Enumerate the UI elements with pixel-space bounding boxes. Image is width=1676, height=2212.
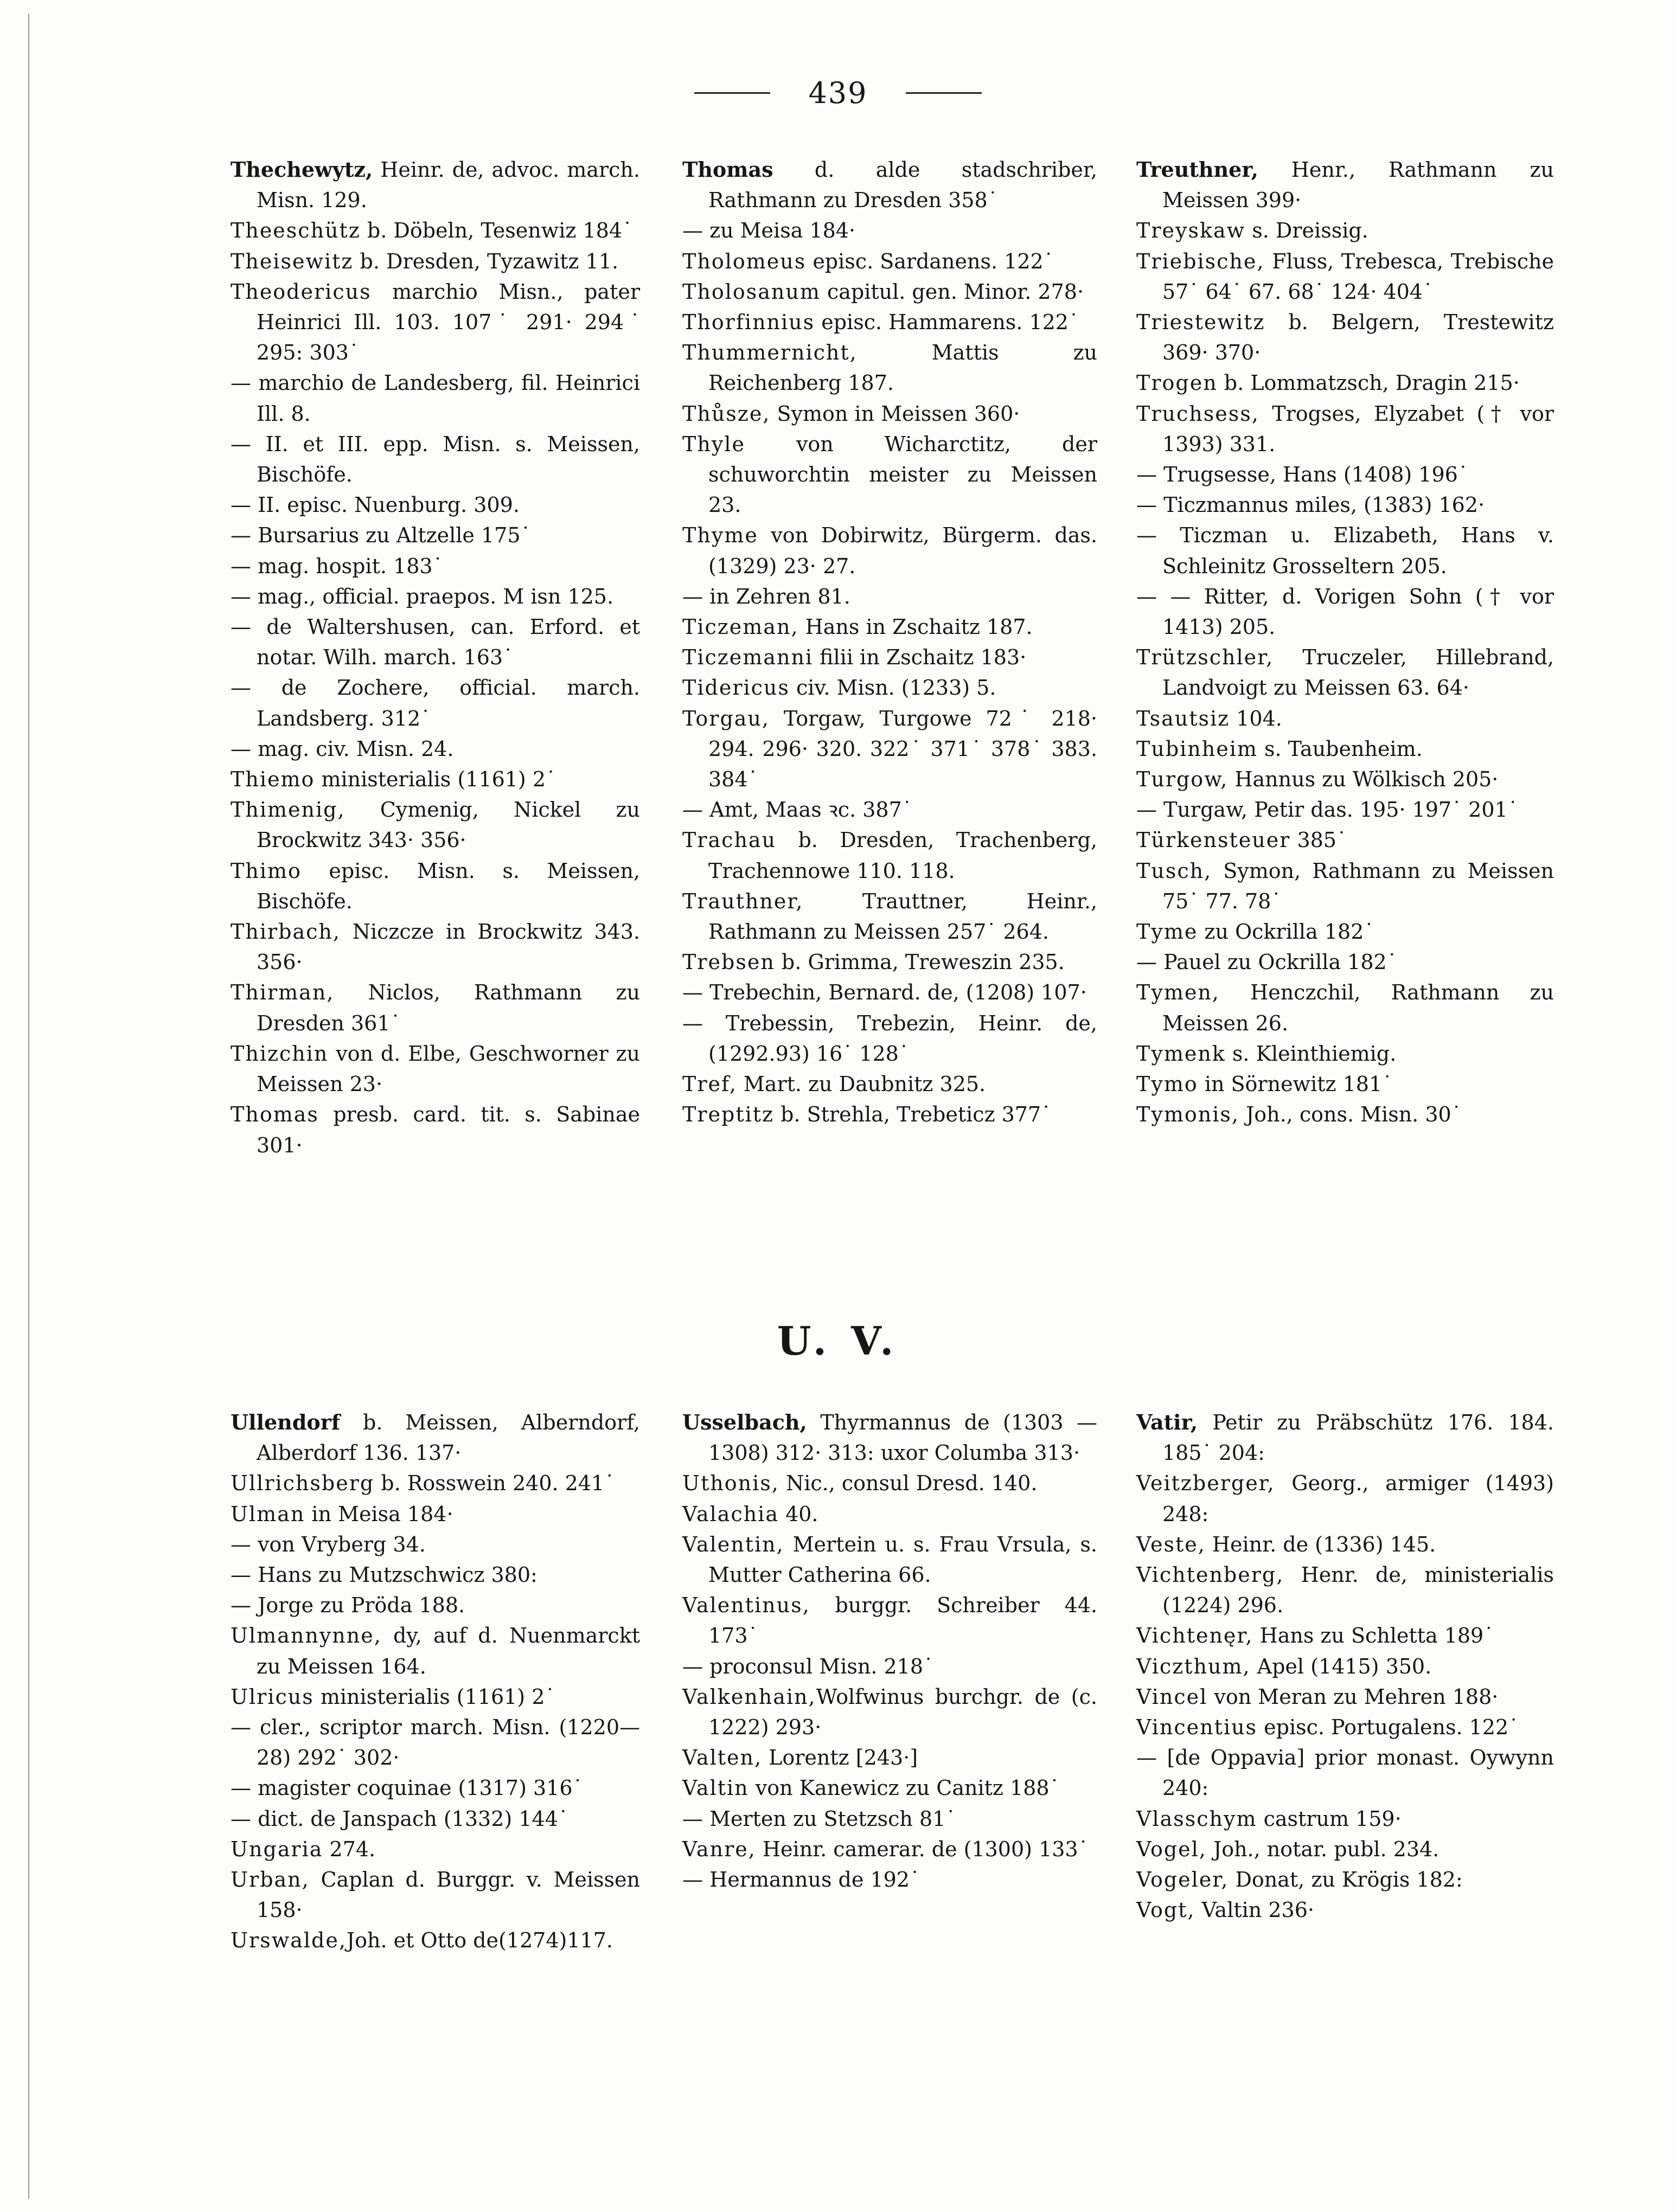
entry-text: Donat, zu Krögis 182: [1229,1868,1463,1892]
entry-headword: Thyle [682,432,745,456]
index-entry [1136,1682,1554,1712]
index-entry [682,1804,1097,1834]
index-entry [231,856,640,916]
entry-text: b. Döbeln, Tesenwiz 184˙ [360,219,632,243]
entry-headword: Thomas [231,1102,319,1127]
entry-headword: Treptitz [682,1102,775,1127]
entry-text: Cymenig, Nickel zu Brockwitz 343· 356· [257,798,640,852]
index-entry [682,307,1097,337]
entry-headword: Valentin, [682,1532,784,1556]
entry-headword: Viczthum, [1136,1654,1251,1678]
entry-text: Truczeler, Hillebrand, Landvoigt zu Meissen 63. 64· [1162,645,1554,700]
entry-text: Joh., notar. publ. 234. [1206,1837,1440,1861]
scan-margin-line [28,14,29,2199]
entry-headword: Ulmannynne, [231,1624,382,1648]
entry-text: — mag. hospit. 183˙ [231,554,443,578]
entry-text: — Ticzman u. Elizabeth, Hans v. Schleinitz Grosseltern 205. [1136,523,1554,578]
entry-headword: Tymonis, [1136,1102,1239,1127]
entry-headword: Treuthner, [1136,157,1258,182]
entry-headword: Valkenhain, [682,1684,816,1709]
index-entry [231,1038,640,1099]
entry-headword: Vanre, [682,1837,756,1861]
entry-headword: Ungaria [231,1837,323,1861]
entry-headword: Trauthner, [682,889,804,913]
index-entry [682,1099,1097,1130]
entry-text: Caplan d. Burggr. v. Meissen 158· [257,1868,640,1922]
entry-text: b. Strehla, Trebeticz 377˙ [774,1102,1052,1127]
entry-text: — II. et III. epp. Misn. s. Meissen, Bischöfe. [231,432,640,487]
entry-headword: Tidericus [682,676,790,700]
entry-text: — Hermannus de 192˙ [682,1868,920,1892]
entry-text: burggr. Schreiber 44. 173˙ [708,1593,1097,1648]
entry-text: 104. [1230,706,1282,730]
entry-text: Petir zu Präbschütz 176. 184. 185˙ 204: [1162,1410,1554,1465]
entry-headword: Turgow, [1136,767,1229,792]
entry-text: — Turgaw, Petir das. 195· 197˙ 201˙ [1136,798,1518,822]
entry-headword: Valentinus, [682,1593,810,1618]
entry-text: Henr., Rathmann zu Meissen 399· [1162,158,1554,213]
column-1 [231,155,640,1161]
index-entry [682,947,1097,977]
column-1 [231,1407,640,1956]
entry-headword: Vogeler, [1136,1868,1229,1892]
index-entry [682,246,1097,277]
entry-text: b. Dresden, Tyzawitz 11. [353,249,619,273]
entry-headword: Thechewytz, [231,157,373,182]
index-entry [682,1069,1097,1099]
index-entry [1136,1620,1554,1651]
entry-text: von Kanewicz zu Canitz 188˙ [749,1776,1060,1800]
index-entry [1136,977,1554,1038]
index-entry [231,1864,640,1925]
entry-text: von Meran zu Mehren 188· [1207,1684,1499,1709]
entry-headword: Thyme [682,523,758,548]
entry-text: b. Meissen, Alberndorf, Alberdorf 136. 137· [257,1410,640,1465]
entry-headword: Thummernicht, [682,341,858,365]
entry-headword: Thimenig, [231,798,346,822]
header-rule-right [906,92,982,94]
entry-text: Heinr. de (1336) 145. [1205,1532,1436,1556]
entry-headword: Ulricus [231,1684,314,1709]
index-entry [682,429,1097,521]
column-3 [1136,1407,1554,1925]
entry-text: Heinr. camerar. de (1300) 133˙ [756,1837,1089,1861]
entry-text: — Hans zu Mutzschwicz 380: [231,1563,538,1587]
entry-text: presb. card. tit. s. Sabinae 301· [257,1102,640,1157]
index-entry [231,794,640,855]
entry-headword: Tholomeus [682,249,807,273]
entry-headword: Vogel, [1136,1837,1207,1861]
entry-text: — de Zochere, official. march. Landsberg. 312˙ [231,676,640,730]
entry-headword: Thirbach, [231,920,341,944]
entry-headword: Ullrichsberg [231,1471,375,1496]
entry-text: s. Dreissig. [1245,219,1368,243]
index-entry [231,215,640,246]
index-entry [1136,1742,1554,1803]
entry-headword: Veitzberger, [1136,1471,1275,1496]
entry-headword: Tyme [1136,920,1198,944]
index-entry [1136,1529,1554,1560]
entry-headword: Vichtenberg, [1136,1563,1284,1587]
index-entry [1136,1099,1554,1130]
index-entry [682,612,1097,642]
entry-headword: Tref, [682,1072,737,1097]
index-entry [1136,916,1554,947]
entry-text: Apel (1415) 350. [1250,1654,1432,1678]
index-entry [231,1529,640,1560]
entry-text: — II. episc. Nuenburg. 309. [231,493,520,517]
entry-text: — Trebessin, Trebezin, Heinr. de, (1292.93) 16˙ 128˙ [682,1011,1097,1066]
index-entry [231,520,640,550]
entry-text: episc. Hammarens. 122˙ [815,310,1079,335]
entry-text: civ. Misn. (1233) 5. [789,676,996,700]
entry-text: Torgaw, Turgowe 72˙ 218· 294. 296· 320. 322˙ 371˙ 378˙ 383. 384˙ [708,706,1097,792]
index-entry [231,1099,640,1160]
entry-text: b. Dresden, Trachenberg, Trachennowe 110. 118. [708,828,1097,883]
entry-text: d. alde stadschriber, Rathmann zu Dresden 358˙ [708,158,1097,213]
entry-headword: Trachau [682,828,777,852]
index-entry [231,277,640,368]
entry-text: Valtin 236· [1195,1898,1314,1922]
index-entry [1136,703,1554,734]
entry-text: Trauttner, Heinr., Rathmann zu Meissen 257˙ 264. [708,889,1097,944]
index-entry [231,1560,640,1590]
entry-text: Henczchil, Rathmann zu Meissen 26. [1162,980,1554,1035]
entry-text: Wolfwinus burchgr. de (c. 1222) 293· [708,1684,1097,1740]
index-entry [682,277,1097,307]
column-3 [1136,155,1554,1130]
index-entry [1136,825,1554,855]
entry-text: Mattis zu Reichenberg 187. [708,341,1097,395]
index-entry [1136,399,1554,459]
index-entry [1136,1895,1554,1925]
index-entry [1136,764,1554,794]
index-entry [1136,490,1554,520]
entry-text: Fluss, Trebesca, Trebische 57˙ 64˙ 67. 68˙ 124· 404˙ [1162,249,1554,304]
index-entry [231,1407,640,1468]
entry-headword: Vatir, [1136,1410,1198,1434]
entry-headword: Tsautsiz [1136,706,1230,730]
index-entry [231,764,640,794]
entry-text: Georg., armiger (1493) 248: [1162,1471,1554,1526]
entry-text: b. Rosswein 240. 241˙ [374,1471,615,1496]
entry-text: Hans zu Schletta 189˙ [1253,1624,1494,1648]
entry-headword: Thorfinnius [682,310,815,335]
index-entry [682,399,1097,429]
entry-text: in Meisa 184· [305,1502,453,1526]
index-entry [231,1773,640,1803]
entry-text: — Amt, Maas ꝛc. 387˙ [682,798,912,822]
index-entry [1136,1069,1554,1099]
entry-text: dy, auf d. Nuenmarckt zu Meissen 164. [257,1624,640,1678]
index-entry [1136,947,1554,977]
column-2 [682,155,1097,1130]
index-entry [1136,1407,1554,1468]
index-entry [231,246,640,277]
entry-text: zu Ockrilla 182˙ [1198,920,1374,944]
entry-text: episc. Misn. s. Meissen, Bischöfe. [257,858,640,913]
index-entry [231,1925,640,1955]
entry-text: Heinr. de, advoc. march. Misn. 129. [257,158,640,213]
index-entry [1136,1651,1554,1682]
entry-text: — cler., scriptor march. Misn. (1220—28) 292˙ 302· [231,1715,640,1770]
index-entry [1136,1038,1554,1069]
index-entry [682,977,1097,1008]
entry-text: episc. Portugalens. 122˙ [1257,1715,1519,1740]
entry-text: episc. Sardanens. 122˙ [806,249,1054,273]
entry-text: von Dobirwitz, Bürgerm. das. (1329) 23· 27. [708,523,1097,578]
index-entry [231,1682,640,1712]
index-entry [682,337,1097,398]
index-entry [682,155,1097,215]
index-entry [231,1468,640,1498]
index-entry [231,977,640,1038]
entry-headword: Vincentius [1136,1715,1258,1740]
index-entry [1136,155,1554,215]
index-entry [1136,1560,1554,1620]
entry-text: Hans in Zschaitz 187. [798,615,1033,639]
index-entry [1136,1834,1554,1864]
index-entry [231,551,640,581]
entry-headword: Tusch, [1136,858,1212,883]
index-entry [1136,1864,1554,1895]
entry-text: in Sörnewitz 181˙ [1198,1072,1393,1097]
index-entry [231,429,640,490]
index-entry [231,1834,640,1864]
entry-text: Mart. zu Daubnitz 325. [737,1072,986,1097]
entry-text: — Bursarius zu Altzelle 175˙ [231,523,531,548]
entry-headword: Tubinheim [1136,736,1258,761]
index-entry [682,703,1097,795]
index-entry [231,1499,640,1529]
index-entry [682,1742,1097,1773]
entry-headword: Truchsess, [1136,401,1259,426]
entry-text: 274. [323,1837,376,1861]
entry-text: — magister coquinae (1317) 316˙ [231,1776,583,1800]
entry-text: — [de Oppavia] prior monast. Oywynn 240: [1136,1746,1554,1800]
entry-headword: Trebsen [682,950,775,974]
entry-headword: Usselbach, [682,1410,807,1434]
entry-headword: Valten, [682,1746,763,1770]
index-entry [231,155,640,215]
entry-text: — Ticzmannus miles, (1383) 162· [1136,493,1485,517]
entry-headword: Ullendorf [231,1410,341,1434]
entry-headword: Vogt, [1136,1898,1195,1922]
entry-text: castrum 159· [1257,1806,1402,1831]
index-entry [1136,1712,1554,1742]
index-entry [682,1651,1097,1682]
entry-text: ministerialis (1161) 2˙ [315,767,556,792]
index-entry [682,1590,1097,1651]
index-entry [231,368,640,428]
entry-text: — in Zehren 81. [682,584,850,608]
index-entry [1136,856,1554,916]
entry-headword: Vincel [1136,1684,1208,1709]
index-entry [1136,246,1554,307]
entry-text: — — Ritter, d. Vorigen Sohn († vor 1413) 205. [1136,584,1554,639]
index-entry [1136,368,1554,398]
entry-text: Joh., cons. Misn. 30˙ [1239,1102,1462,1127]
entry-text: Lorentz [243·] [762,1746,918,1770]
index-entry [231,916,640,977]
entry-headword: Tholosanum [682,279,821,304]
index-entry [231,672,640,733]
index-entry [682,520,1097,581]
entry-headword: Thůsze, [682,401,771,426]
index-entry [1136,215,1554,246]
entry-text: s. Kleinthiemig. [1225,1041,1397,1066]
entry-headword: Theodericus [231,279,372,304]
index-entry [682,1008,1097,1069]
entry-text: Trogses, Elyzabet († vor 1393) 331. [1162,401,1554,456]
entry-text: Thyrmannus de (1303 —1308) 312· 313: uxor Columba 313· [708,1410,1097,1465]
entry-text: b. Lommatzsch, Dragin 215· [1217,371,1520,395]
index-entry [1136,581,1554,642]
entry-text: — Pauel zu Ockrilla 182˙ [1136,950,1397,974]
entry-text: Niclos, Rathmann zu Dresden 361˙ [257,980,640,1035]
column-2 [682,1407,1097,1895]
index-entry [1136,459,1554,490]
entry-headword: Tymenk [1136,1041,1226,1066]
index-entry [682,1407,1097,1468]
entry-text: ministerialis (1161) 2˙ [314,1684,555,1709]
entry-headword: Veste, [1136,1532,1206,1556]
entry-headword: Theisewitz [231,249,354,273]
entry-text: — mag., official. praepos. M isn 125. [231,584,614,608]
entry-text: — von Vryberg 34. [231,1532,426,1556]
entry-headword: Vlasschym [1136,1806,1257,1831]
page-number: 439 [808,76,868,110]
index-entry [682,1468,1097,1498]
index-entry [231,612,640,672]
entry-text: capitul. gen. Minor. 278· [820,279,1084,304]
entry-text: von Wicharctitz, der schuworchtin meister zu Meissen 23. [708,432,1097,517]
index-entry [1136,520,1554,581]
entry-headword: Uthonis, [682,1471,779,1496]
index-entry [682,1499,1097,1529]
entry-text: — dict. de Janspach (1332) 144˙ [231,1806,568,1831]
index-entry [1136,794,1554,825]
entry-text: Symon, Rathmann zu Meissen 75˙ 77. 78˙ [1162,858,1554,913]
entry-headword: Valtin [682,1776,749,1800]
entry-text: — Merten zu Stetzsch 81˙ [682,1806,956,1831]
index-entry [682,642,1097,672]
index-entry [682,581,1097,612]
index-entry [682,886,1097,947]
entry-text: Symon in Meissen 360· [770,401,1020,426]
entry-text: s. Taubenheim. [1257,736,1423,761]
entry-headword: Thiemo [231,767,315,792]
entry-text: Henr. de, ministerialis (1224) 296. [1162,1563,1554,1618]
index-entry [231,1620,640,1681]
index-entry [231,581,640,612]
index-entry [682,794,1097,825]
entry-text: — Trebechin, Bernard. de, (1208) 107· [682,980,1087,1005]
index-entry [231,490,640,520]
entry-text: 40. [778,1502,818,1526]
entry-headword: Türkensteuer [1136,828,1291,852]
section-heading: U. V. [777,1318,899,1364]
entry-headword: Thimo [231,858,302,883]
entry-text: von d. Elbe, Geschworner zu Meissen 23· [257,1041,640,1097]
entry-text: Joh. et Otto de(1274)117. [346,1928,613,1953]
index-entry [682,825,1097,886]
entry-headword: Tymen, [1136,980,1220,1005]
entry-headword: Triestewitz [1136,310,1265,335]
entry-text: — marchio de Landesberg, fil. Heinrici Ill. 8. [231,371,640,426]
index-entry [231,734,640,764]
index-entry [1136,734,1554,764]
entry-text: — de Waltershusen, can. Erford. et notar. Wilh. march. 163˙ [231,615,640,670]
index-entry [682,1529,1097,1590]
header-rule-left [694,92,770,94]
index-entry [682,672,1097,703]
index-entry [1136,642,1554,703]
entry-headword: Ticzeman, [682,615,799,639]
index-entry [682,215,1097,246]
index-entry [682,1864,1097,1895]
index-entry [231,1712,640,1773]
entry-text: marchio Misn., pater Heinrici Ill. 103. 107˙ 291· 294˙ 295: 303˙ [257,279,640,365]
entry-headword: Theeschütz [231,219,361,243]
index-entry [1136,1468,1554,1529]
entry-text: 385˙ [1290,828,1347,852]
entry-headword: Valachia [682,1502,779,1526]
entry-headword: Urswalde, [231,1928,347,1953]
entry-headword: Thirman, [231,980,335,1005]
entry-headword: Trogen [1136,371,1218,395]
index-entry [231,1590,640,1620]
entry-text: — Jorge zu Pröda 188. [231,1593,465,1618]
entry-text: — Trugsesse, Hans (1408) 196˙ [1136,463,1468,487]
entry-text: b. Belgern, Trestewitz 369· 370· [1162,310,1554,365]
entry-headword: Urban, [231,1868,310,1892]
entry-text: b. Grimma, Treweszin 235. [775,950,1065,974]
index-entry [682,1682,1097,1742]
entry-text: — zu Meisa 184· [682,219,856,243]
entry-text: — mag. civ. Misn. 24. [231,736,454,761]
entry-headword: Treyskaw [1136,219,1246,243]
entry-text: filii in Zschaitz 183· [813,645,1027,670]
entry-headword: Triebische, [1136,249,1265,273]
entry-text: Hannus zu Wölkisch 205· [1228,767,1499,792]
index-entry [231,1804,640,1834]
index-entry [682,1773,1097,1803]
entry-headword: Vichtenęr, [1136,1624,1253,1648]
entry-text: Nic., consul Dresd. 140. [779,1471,1038,1496]
page-header [0,76,1676,110]
entry-headword: Torgau, [682,706,770,730]
entry-headword: Thizchin [231,1041,329,1066]
entry-headword: Ticzemanni [682,645,814,670]
entry-text: Mertein u. s. Frau Vrsula, s. Mutter Catherina 66. [708,1532,1097,1587]
index-entry [1136,1804,1554,1834]
entry-headword: Ulman [231,1502,305,1526]
index-entry [1136,307,1554,368]
entry-headword: Tymo [1136,1072,1198,1097]
entry-headword: Thomas [682,157,773,182]
entry-text: — proconsul Misn. 218˙ [682,1654,934,1678]
index-entry [682,1834,1097,1864]
entry-text: Niczcze in Brockwitz 343. 356· [257,920,640,974]
entry-headword: Trützschler, [1136,645,1274,670]
